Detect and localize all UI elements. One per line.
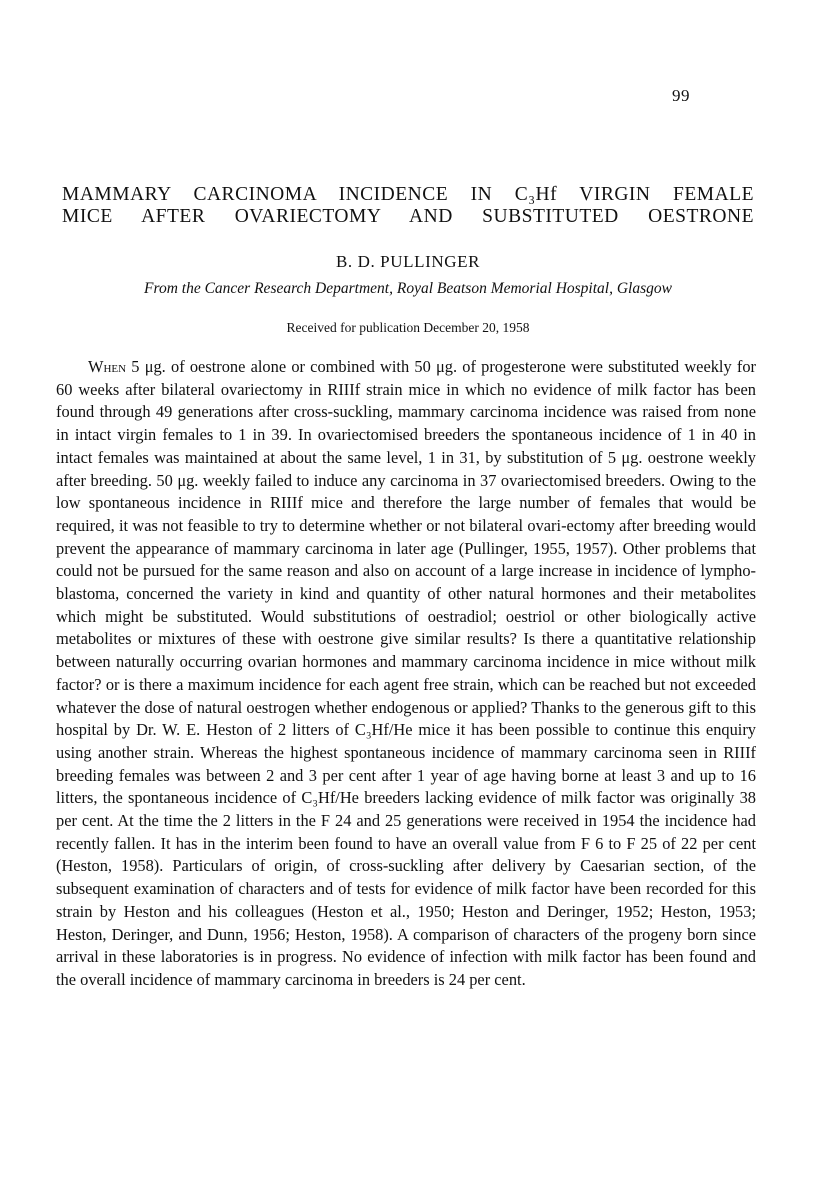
article-title bbox=[62, 184, 754, 228]
body-paragraph bbox=[56, 356, 756, 992]
author-name: B. D. PULLINGER bbox=[335, 252, 481, 271]
body-text: 5 μg. of oestrone alone or combined with 50 μg. of progesterone were substituted weekly for 60 weeks after bilateral ovariectomy in RIIIf strain mice in which no evidence of milk factor has been found through 49 generations after cross-suckling, mammary carcinoma incidence was raised from none in intact virgin females to 1 in 39. In ovariectomised breeders the spontaneous incidence of 1 in 40 in intact females was maintained at about the same level, 1 in 31, by substitution of 5 μg. oestrone weekly after breeding. 50 μg. weekly failed to induce any carcinoma in 37 ovariectomised breeders. Owing to the low spontaneous incidence in RIIIf mice and therefore the large number of females that would be required, it was not feasible to try to determine whether or not bilateral ovari-ectomy after breeding would prevent the appearance of mammary carcinoma in later age (Pullinger, 1955, 1957). Other problems that could not be pursued for the same reason and also on account of a large increase in incidence of lympho-blastoma, concerned the variety in kind and quantity of other natural hormones and their metabolites which might be substituted. Would substitutions of oestradiol; oestriol or other biologically active metabolites or mixtures of these with oestrone give similar results? Is there a quantitative relationship between naturally occurring ovarian hormones and mammary carcinoma incidence in mice without milk factor? or is there a maximum incidence for each agent free strain, which can be reached but not exceeded whatever the dose of natural oestrogen whether endogenous or applied? Thanks to the generous gift to this hospital by Dr. W. E. Heston of 2 litters of C₃Hf/He mice it has been possible to continue this enquiry using another strain. Whereas the highest spontaneous incidence of mammary carcinoma seen in RIIIf breeding females was between 2 and 3 per cent after 1 year of age having borne at least 3 and up to 16 litters, the spontaneous incidence of C₃Hf/He breeders lacking evidence of milk factor was originally 38 per cent. At the time the 2 litters in the F 24 and 25 generations were received in 1954 the incidence had recently fallen. It has in the interim been found to have an overall value from F 6 to F 25 of 22 per cent (Heston, 1958). Particulars of origin, of cross-suckling after delivery by Caesarian section, of the subsequent examination of characters and of tests for evidence of milk factor have been recorded for this strain by Heston and his colleagues (Heston et al., 1950; Heston and Deringer, 1952; Heston, 1953; Heston, Deringer, and Dunn, 1956; Heston, 1958). A comparison of characters of the progeny born since arrival in these laboratories is in progress. No evidence of infection with milk factor has been found and the overall incidence of mammary carcinoma in breeders is 24 per cent. bbox=[56, 357, 756, 989]
title-line-2: MICE AFTER OVARIECTOMY AND SUBSTITUTED OESTRONE bbox=[62, 206, 754, 227]
received-date: Received for publication December 20, 1958 bbox=[286, 320, 530, 335]
lead-word: When bbox=[88, 357, 127, 376]
author-affiliation: From the Cancer Research Department, Royal Beatson Memorial Hospital, Glasgow bbox=[144, 280, 672, 297]
page-number: 99 bbox=[672, 86, 690, 105]
title-line-1: MAMMARY CARCINOMA INCIDENCE IN C₃Hf VIRGIN FEMALE bbox=[62, 184, 754, 205]
